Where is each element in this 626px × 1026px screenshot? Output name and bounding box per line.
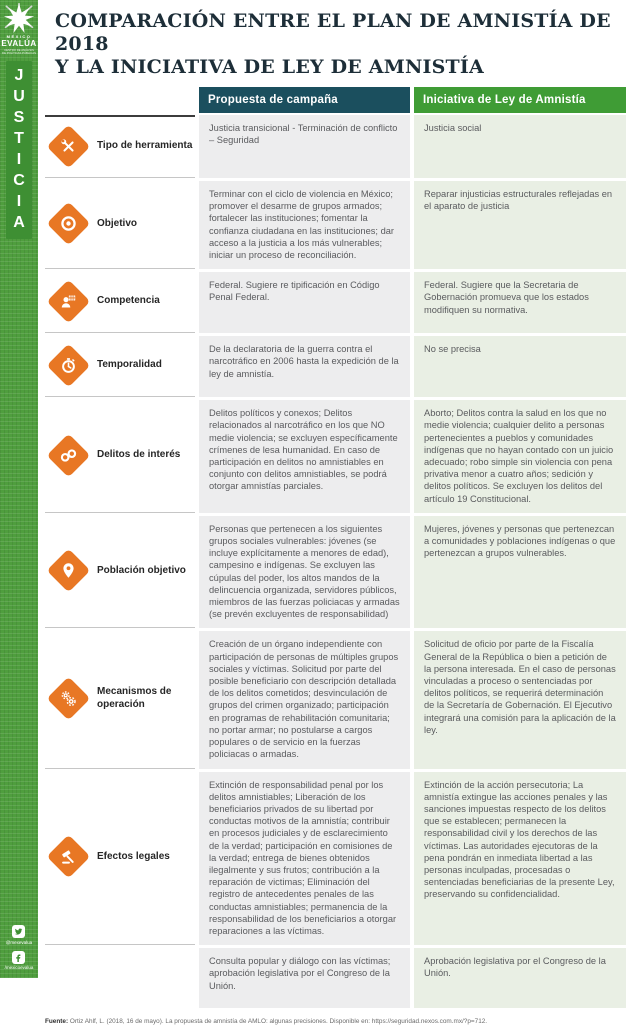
table-body bbox=[45, 115, 626, 1011]
campaign-cell: Consulta popular y diálogo con las víctimas; aprobación legislativa por el Congreso de la Unión. bbox=[199, 948, 410, 1008]
vertical-letter: S bbox=[13, 109, 25, 127]
row-label: Competencia bbox=[97, 295, 160, 307]
vertical-label-justicia bbox=[6, 61, 32, 239]
brand-evalua: EVALÚA bbox=[1, 39, 37, 48]
header-spacer bbox=[45, 87, 195, 113]
twitter-handle: @mexevalua bbox=[5, 939, 33, 945]
campaign-cell: De la declaratoria de la guerra contra el narcotráfico en 2006 hasta la expedición de la ley de amnistía. bbox=[199, 336, 410, 397]
row-label: Temporalidad bbox=[97, 359, 162, 371]
table-row bbox=[45, 631, 626, 768]
row-icon-diamond bbox=[45, 278, 91, 324]
row-label-cell bbox=[45, 772, 195, 946]
vertical-letter: A bbox=[13, 214, 25, 232]
row-icon-diamond bbox=[45, 201, 91, 247]
campaign-cell: Terminar con el ciclo de violencia en México; promover el desarme de grupos armados; fortalecer las instituciones; fomentar la confianza ciudadana en las instituciones; dar acceso a la justicia a los más vulnerables; iniciar un proceso de reconciliación. bbox=[199, 181, 410, 269]
initiative-cell: Aprobación legislativa por el Congreso de la Unión. bbox=[414, 948, 626, 1008]
campaign-cell: Personas que pertenecen a los siguientes grupos sociales vulnerables: jóvenes (se incluye explícitamente a menores de edad), campesino e indígenas. Se excluyen las cúpulas del poder, los altos mandos de la delincuencia organizada, servidores públicos, miembros de las fuerzas policiacas y armadas (se prevén excluyentes de responsabilidad) bbox=[199, 516, 410, 629]
person-board-icon bbox=[60, 293, 77, 310]
handcuffs-icon bbox=[60, 447, 77, 464]
facebook-icon bbox=[12, 951, 25, 964]
main-content bbox=[38, 0, 626, 1026]
campaign-cell: Federal. Sugiere re tipificación en Código Penal Federal. bbox=[199, 272, 410, 333]
table-row bbox=[45, 115, 626, 178]
map-pin-icon bbox=[60, 562, 77, 579]
starburst-logo-icon bbox=[0, 2, 38, 34]
initiative-cell: Solicitud de oficio por parte de la Fiscalía General de la República o bien a petición de la persona interesada. En el caso de personas vinculadas a proceso o sentenciadas por delitos políticos, se requerirá determinación de la Secretaría de Gobernación. El Ejecutivo integrará una comisión para la aplicación de la ley. bbox=[414, 631, 626, 768]
row-icon-diamond bbox=[45, 342, 91, 388]
campaign-cell: Delitos políticos y conexos; Delitos relacionados al narcotráfico en los que NO medie violencia; se excluyen específicamente crímenes de lesa humanidad. En caso de participación en delitos no amnistiables en conjunto con delitos amnistiables, se podrá otorgar amnistías parciales. bbox=[199, 400, 410, 513]
vertical-letter: U bbox=[13, 88, 25, 106]
gavel-icon bbox=[60, 848, 77, 865]
gears-icon bbox=[60, 690, 77, 707]
page-title bbox=[55, 10, 616, 79]
page-title-line2: Y LA INICIATIVA DE LEY DE AMNISTÍA bbox=[55, 56, 484, 78]
row-label-cell bbox=[45, 336, 195, 397]
row-label: Población objetivo bbox=[97, 564, 186, 576]
social-links bbox=[5, 925, 34, 970]
vertical-letter: I bbox=[16, 151, 22, 169]
row-label: Mecanismos de operación bbox=[97, 686, 172, 710]
row-icon-diamond bbox=[45, 834, 91, 880]
source-label: Fuente: bbox=[45, 1018, 69, 1026]
row-label-cell bbox=[45, 115, 195, 178]
row-label-cell bbox=[45, 948, 195, 1008]
stopwatch-icon bbox=[60, 357, 77, 374]
row-label-cell bbox=[45, 516, 195, 629]
row-label: Objetivo bbox=[97, 217, 138, 229]
sidebar bbox=[0, 0, 38, 978]
initiative-cell: Federal. Sugiere que la Secretaria de Gobernación promueva que los estados modifiquen su normativa. bbox=[414, 272, 626, 333]
vertical-letter: C bbox=[13, 172, 25, 190]
twitter-link[interactable] bbox=[6, 925, 32, 945]
row-icon-diamond bbox=[45, 123, 91, 169]
row-icon-diamond bbox=[45, 432, 91, 478]
row-icon-diamond bbox=[45, 548, 91, 594]
brand-mexico: MÉXICO bbox=[6, 34, 32, 39]
comparison-table bbox=[45, 87, 626, 1011]
tools-icon bbox=[60, 138, 77, 155]
row-label-cell bbox=[45, 400, 195, 513]
column-header-campaign: Propuesta de campaña bbox=[199, 87, 410, 113]
source-note bbox=[45, 1018, 626, 1026]
campaign-cell: Extinción de responsabilidad penal por los delitos amnistiables; Liberación de los beneficiarios privados de su libertad por conductas motivos de la amnistía; contribuir en procesos judiciales y de esclarecimiento de la verdad; participación en comisiones de la verdad; entrega de bienes obtenidos ilegalmente y sus frutos; contribución a la reparación de victimas; Eliminación del registro de antecedentes penales de las conductas amnistiables; permanencia de la responsabilidad de los beneficiarios a otorgar reparaciones a las víctimas. bbox=[199, 772, 410, 946]
table-row bbox=[45, 772, 626, 946]
initiative-cell: Extinción de la acción persecutoria; La amnistía extingue las acciones penales y las sanciones impuestas respecto de los delitos que se establecen; permanecen la responsabilidad civil y los derechos de las víctimas. Las autoridades ejecutoras de la pena pondrán en inmediata libertad a las personas inculpadas, procesadas o sentenciadas beneficiarias de la presente Ley, preservando su confidencialidad. bbox=[414, 772, 626, 946]
mexico-evalua-logo bbox=[0, 2, 38, 55]
vertical-letter: J bbox=[14, 67, 24, 85]
table-header-row bbox=[45, 87, 626, 113]
initiative-cell: Reparar injusticias estructurales reflejadas en el aparato de justicia bbox=[414, 181, 626, 269]
row-label-cell bbox=[45, 631, 195, 768]
vertical-letter: I bbox=[16, 193, 22, 211]
vertical-letter: T bbox=[14, 130, 24, 148]
table-row bbox=[45, 516, 626, 629]
row-label: Delitos de interés bbox=[97, 449, 181, 461]
row-icon-diamond bbox=[45, 675, 91, 721]
table-row bbox=[45, 272, 626, 333]
initiative-cell: Justicia social bbox=[414, 115, 626, 178]
twitter-icon bbox=[12, 925, 25, 938]
initiative-cell: Mujeres, jóvenes y personas que pertenezcan a comunidades y poblaciones indígenas o que pertenezcan a grupos vulnerables. bbox=[414, 516, 626, 629]
campaign-cell: Creación de un órgano independiente con participación de personas de múltiples grupos sociales y víctimas. Solicitud por parte del posible beneficiario con descripción detallada de los delitos cometidos; desvinculación de grupos del crimen organizado; participación en programas de rehabilitación comunitaria; no portar armar; no postularse a cargos populares o de servicio en la fuerzas policiacas o armadas. bbox=[199, 631, 410, 768]
facebook-handle: /mexicoevalua bbox=[4, 965, 34, 970]
table-row bbox=[45, 336, 626, 397]
target-icon bbox=[60, 215, 77, 232]
row-label-cell bbox=[45, 272, 195, 333]
column-header-initiative: Iniciativa de Ley de Amnistía bbox=[414, 87, 626, 113]
table-row bbox=[45, 948, 626, 1008]
table-row bbox=[45, 400, 626, 513]
initiative-cell: Aborto; Delitos contra la salud en los que no medie violencia; cualquier delito a personas pertenecientes a pueblos y comunidades indígenas que no hayan contado con un juicio adecuado; robo simple sin violencia con pena privativa menor a cuatro años; sedición y delitos políticos. Se excluyen los delitos del artículo 19 Constitucional. bbox=[414, 400, 626, 513]
page-title-line1: COMPARACIÓN ENTRE EL PLAN DE AMNISTÍA DE 2018 bbox=[55, 10, 611, 55]
source-text: Ortiz Ahlf, L. (2018, 16 de mayo). La propuesta de amnistía de AMLO: algunas precisiones. Disponible en: https://seguridad.nexos.com.mx/?p=712. bbox=[69, 1018, 488, 1026]
brand-tagline: CENTRO DE ANÁLISIS DE POLÍTICAS PÚBLICAS bbox=[2, 48, 36, 56]
row-label: Efectos legales bbox=[97, 851, 170, 863]
row-label: Tipo de herramienta bbox=[97, 140, 193, 152]
facebook-link[interactable] bbox=[5, 951, 34, 971]
initiative-cell: No se precisa bbox=[414, 336, 626, 397]
row-label-cell bbox=[45, 181, 195, 269]
campaign-cell: Justicia transicional - Terminación de conflicto – Seguridad bbox=[199, 115, 410, 178]
table-row bbox=[45, 181, 626, 269]
